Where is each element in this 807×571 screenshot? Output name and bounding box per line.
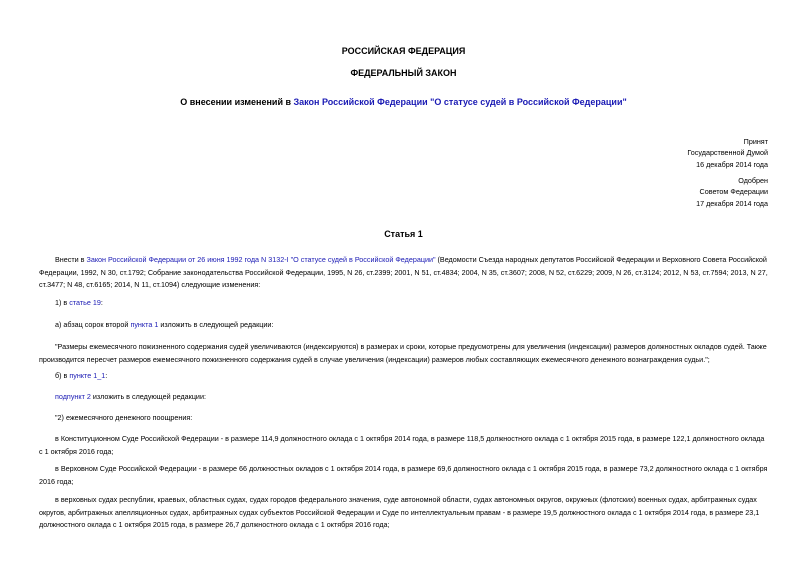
item-b-suffix: : <box>105 371 108 380</box>
item-b <box>39 370 785 383</box>
sub2-heading: "2) ежемесячного денежного поощрения: <box>55 413 193 422</box>
article-19-link[interactable]: статье 19 <box>69 298 101 307</box>
item-1 <box>39 297 785 310</box>
intro-law-link[interactable]: Закон Российской Федерации от 26 июня 1992 года N 3132-I "О статусе судей в Российской Федерации" <box>86 255 436 264</box>
accepted-date: 16 декабря 2014 года <box>696 159 768 169</box>
subitem-suffix: изложить в следующей редакции: <box>90 392 206 401</box>
quote-a: "Размеры ежемесячного пожизненного содержания судей увеличиваются (индексируются) в размерах и сроки, которые предусмотрены для увеличения (индексации) размеров должностных окладов судей. Также производится пересчет размеров ежемесячного пожизненного содержания судей в случае увеличения (индексации) размеров любых составляющих ежемесячного денежного вознаграждения судьи."; <box>39 342 767 364</box>
item-a <box>39 319 785 332</box>
law-title <box>0 97 807 107</box>
supreme-court-paragraph: в Верховном Суде Российской Федерации - в размере 66 должностных окладов с 1 октября 2014 года, в размере 69,6 должностного оклада с 1 октября 2015 года, в размере 73,2 должностного оклада с 1 октября 2016 года; <box>39 464 768 486</box>
subpoint-2-link[interactable]: подпункт 2 <box>55 392 91 401</box>
approved-by: Советом Федерации <box>699 187 768 197</box>
article-heading: Статья 1 <box>384 229 423 239</box>
intro-prefix: Внести в <box>55 255 87 264</box>
item-a-suffix: изложить в следующей редакции: <box>158 320 274 329</box>
law-title-link[interactable]: Закон Российской Федерации "О статусе судей в Российской Федерации" <box>293 97 627 107</box>
point-1-link[interactable]: пункта 1 <box>130 320 159 329</box>
higher-courts-paragraph: в верховных судах республик, краевых, областных судах, судах городов федерального значения, суде автономной области, судах автономных округов, окружных (флотских) военных судах, арбитражных судах округов, арбитражных апелляционных судах, арбитражных судах субъектов Российской Федерации и Суде по интеллектуальным правам - в размере 19,5 должностного оклада с 1 октября 2014 года, в размере 23,1 должностного оклада с 1 октября 2015 года, в размере 26,7 должностного оклада с 1 октября 2016 года; <box>39 495 760 530</box>
adoption-duma <box>687 136 768 170</box>
point-1-1-link[interactable]: пункте 1_1 <box>69 371 106 380</box>
item-b-prefix: б) в <box>55 371 70 380</box>
accepted-label: Принят <box>743 137 768 146</box>
approved-date: 17 декабря 2014 года <box>696 198 768 208</box>
item-1-suffix: : <box>100 298 103 307</box>
item-1-prefix: 1) в <box>55 298 70 307</box>
subitem <box>39 391 785 404</box>
approved-label: Одобрен <box>738 176 768 185</box>
adoption-council <box>696 175 768 209</box>
article-intro <box>39 254 769 292</box>
intro-rest: (Ведомости Съезда народных депутатов Российской Федерации и Верховного Совета Российской Федерации, 1992, N 30, ст.1792; Собрание законодательства Российской Федерации, 1995, N 26, ст.2399; 2001, N 51, ст.4834; 2004, N 35, ст.3607; 2008, N 52, ст.6229; 2009, N 26, ст.3124; 2012, N 53, ст.7594; 2013, N 27, ст.3477; N 48, ст.6165; 2014, N 11, ст.1094) следующие изменения: <box>39 255 768 290</box>
law-title-prefix: О внесении изменений в <box>180 97 294 107</box>
accepted-by: Государственной Думой <box>687 148 768 158</box>
const-court-paragraph: в Конституционном Суде Российской Федерации - в размере 114,9 должностного оклада с 1 октября 2014 года, в размере 118,5 должностного оклада с 1 октября 2015 года, в размере 122,1 должностного оклада с 1 октября 2016 года; <box>39 434 765 456</box>
doc-type-heading: ФЕДЕРАЛЬНЫЙ ЗАКОН <box>350 68 457 78</box>
item-a-prefix: а) абзац сорок второй <box>55 320 131 329</box>
country-heading: РОССИЙСКАЯ ФЕДЕРАЦИЯ <box>341 46 466 56</box>
